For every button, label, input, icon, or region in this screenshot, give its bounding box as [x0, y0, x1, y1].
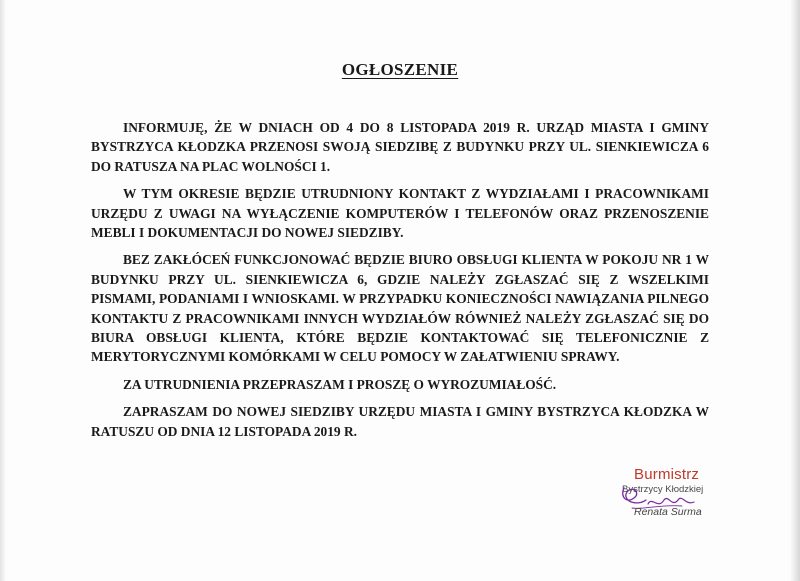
document-title: [0, 60, 800, 80]
paragraph-customer-service: BEZ ZAKŁÓCEŃ FUNKCJONOWAĆ BĘDZIE BIURO OBSŁUGI KLIENTA W POKOJU NR 1 W BUDYNKU PRZY UL. SIENKIEWICZA 6, GDZIE NALEŻY ZGŁASZAĆ SIĘ Z WSZELKIMI PISMAMI, PODANIAMI I WNIOSKAMI. W PRZYPADKU KONIECZNOŚCI NAWIĄZANIA PILNEGO KONTAKTU Z PRACOWNIKAMI INNYCH WYDZIAŁÓW RÓWNIEŻ NALEŻY ZGŁASZAĆ SIĘ DO BIURA OBSŁUGI KLIENTA, KTÓRE BĘDZIE KONTAKTOWAĆ SIĘ TELEFONICZNIE Z MERYTORYCZNYMI KOMÓRKAMI W CELU POMOCY W ZAŁATWIENIU SPRAWY.: [91, 252, 709, 365]
mayor-stamp-signature: [612, 466, 722, 526]
stamp-title: Burmistrz: [634, 466, 700, 483]
scan-edge-right: [790, 0, 800, 581]
document-body: [91, 118, 709, 449]
paragraph-invitation: ZAPRASZAM DO NOWEJ SIEDZIBY URZĘDU MIASTA I GMINY BYSTRZYCA KŁODZKA W RATUSZU OD DNIA 12 LISTOPADA 2019 R.: [91, 404, 709, 439]
stamp-name: Renata Surma: [634, 506, 702, 518]
paragraph-move-notice: INFORMUJĘ, ŻE W DNIACH OD 4 DO 8 LISTOPADA 2019 R. URZĄD MIASTA I GMINY BYSTRZYCA KŁODZKA PRZENOSI SWOJĄ SIEDZIBĘ Z BUDYNKU PRZY UL. SIENKIEWICZA 6 DO RATUSZA NA PLAC WOLNOŚCI 1.: [91, 120, 709, 174]
paragraph-contact-difficulty: W TYM OKRESIE BĘDZIE UTRUDNIONY KONTAKT Z WYDZIAŁAMI I PRACOWNIKAMI URZĘDU Z UWAGI NA WYŁĄCZENIE KOMPUTERÓW I TELEFONÓW ORAZ PRZENOSZENIE MEBLI I DOKUMENTACJI DO NOWEJ SIEDZIBY.: [91, 186, 709, 241]
stamp-place: Bystrzycy Kłodzkiej: [622, 484, 704, 495]
paragraph-apology: ZA UTRUDNIENIA PRZEPRASZAM I PROSZĘ O WYROZUMIAŁOŚĆ.: [123, 376, 557, 392]
document-title-text: OGŁOSZENIE: [341, 60, 459, 79]
scan-edge-left: [0, 0, 6, 581]
